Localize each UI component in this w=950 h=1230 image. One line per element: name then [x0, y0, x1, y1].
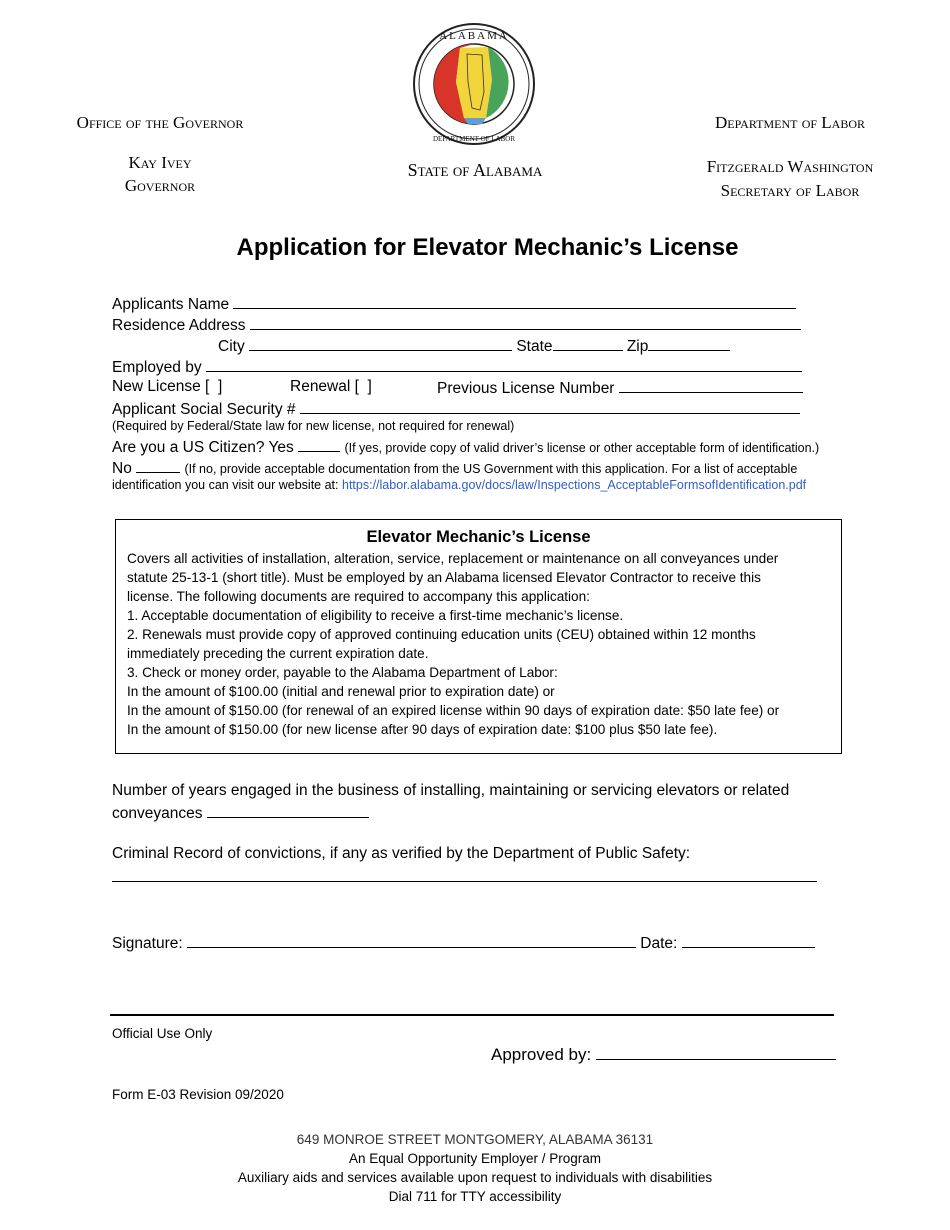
city-row — [218, 336, 730, 356]
no-note: (If no, provide acceptable documentation from the US Government with this application. For a list of acceptable — [184, 462, 798, 476]
svg-text:ALABAMA: ALABAMA — [439, 30, 509, 42]
previous-license-row — [437, 378, 803, 398]
ssn-field[interactable] — [300, 399, 800, 414]
box-line: license. The following documents are required to accompany this application: — [127, 589, 590, 604]
state-label: State — [516, 338, 553, 355]
license-info-box — [115, 519, 842, 754]
footer-tty: Dial 711 for TTY accessibility — [388, 1189, 562, 1204]
secretary-name: Fitzgerald Washington — [706, 157, 874, 176]
approved-row — [491, 1045, 836, 1065]
official-divider — [110, 1014, 834, 1016]
no-label: No — [112, 460, 132, 477]
identification-note: identification you can visit our website at: — [112, 478, 339, 492]
box-line: In the amount of $150.00 (for new license after 90 days of expiration date: $100 plus $50 late fee). — [127, 722, 718, 737]
citizen-label: Are you a US Citizen? Yes — [112, 439, 294, 456]
years-question: Number of years engaged in the business of installing, maintaining or servicing elevators or related — [112, 782, 790, 799]
footer-address: 649 MONROE STREET MONTGOMERY, ALABAMA 36131 — [296, 1132, 654, 1147]
applicant-name-field[interactable] — [233, 294, 796, 309]
department-of-labor: Department of Labor — [714, 113, 866, 132]
citizen-no-field[interactable] — [136, 458, 180, 473]
signature-row — [112, 933, 815, 953]
city-label: City — [218, 338, 245, 355]
no-row — [112, 458, 797, 478]
employed-row — [112, 357, 802, 377]
approved-label: Approved by: — [491, 1045, 592, 1064]
citizen-yes-field[interactable] — [298, 437, 340, 452]
box-line: immediately preceding the current expiration date. — [127, 646, 429, 661]
previous-license-field[interactable] — [619, 378, 803, 393]
ssn-row — [112, 399, 800, 419]
signature-label: Signature: — [112, 935, 183, 952]
box-body — [116, 547, 841, 739]
governor-title: Governor — [124, 176, 196, 195]
governor-name: Kay Ivey — [128, 153, 192, 172]
state-of-alabama: State of Alabama — [407, 160, 543, 180]
identification-row — [112, 478, 806, 492]
city-field[interactable] — [249, 336, 512, 351]
identification-link[interactable]: https://labor.alabama.gov/docs/law/Inspections_AcceptableFormsofIdentification.pdf — [342, 478, 807, 492]
box-line: In the amount of $150.00 (for renewal of an expired license within 90 days of expiration date: $50 late fee) or — [127, 703, 780, 718]
conveyances-label: conveyances — [112, 805, 203, 822]
previous-license-label: Previous License Number — [437, 380, 615, 397]
citizen-row — [112, 437, 819, 457]
new-license-checkbox[interactable]: New License [ ] — [112, 378, 223, 395]
ssn-note: (Required by Federal/State law for new license, not required for renewal) — [112, 419, 515, 433]
residence-row — [112, 315, 801, 335]
state-field[interactable] — [553, 336, 623, 351]
footer-aids: Auxiliary aids and services available upon request to individuals with disabilities — [237, 1170, 713, 1185]
alabama-department-of-labor-seal — [412, 22, 536, 146]
citizen-yes-note: (If yes, provide copy of valid driver’s license or other acceptable form of identification.) — [344, 441, 820, 455]
box-line: statute 25-13-1 (short title). Must be employed by an Alabama licensed Elevator Contractor to receive this — [127, 570, 761, 585]
applicant-name-row — [112, 294, 796, 314]
box-line: 3. Check or money order, payable to the Alabama Department of Labor: — [127, 665, 558, 680]
applicant-name-label: Applicants Name — [112, 296, 230, 313]
box-line: 2. Renewals must provide copy of approved continuing education units (CEU) obtained within 12 months — [127, 627, 756, 642]
box-line: Covers all activities of installation, alteration, service, replacement or maintenance on all conveyances under — [127, 551, 779, 566]
zip-label: Zip — [626, 338, 649, 355]
date-label: Date: — [640, 935, 678, 952]
employed-label: Employed by — [112, 359, 202, 376]
ssn-label: Applicant Social Security # — [112, 401, 296, 418]
residence-field[interactable] — [250, 315, 801, 330]
svg-text:DEPARTMENT OF LABOR: DEPARTMENT OF LABOR — [432, 135, 516, 143]
secretary-title: Secretary of Labor — [720, 181, 860, 200]
signature-field[interactable] — [187, 933, 636, 948]
date-field[interactable] — [682, 933, 815, 948]
footer-eoe: An Equal Opportunity Employer / Program — [348, 1151, 602, 1166]
years-field[interactable] — [207, 803, 369, 818]
box-title: Elevator Mechanic’s License — [366, 528, 591, 546]
residence-label: Residence Address — [112, 317, 246, 334]
approved-field[interactable] — [596, 1045, 836, 1060]
zip-field[interactable] — [648, 336, 730, 351]
criminal-record-label: Criminal Record of convictions, if any as verified by the Department of Public Safety: — [112, 845, 691, 862]
page-title: Application for Elevator Mechanic’s License — [236, 234, 739, 261]
renewal-checkbox[interactable]: Renewal [ ] — [290, 378, 372, 395]
form-revision: Form E-03 Revision 09/2020 — [112, 1087, 284, 1102]
office-of-governor: Office of the Governor — [76, 113, 244, 132]
years-row — [112, 803, 369, 823]
employed-field[interactable] — [206, 357, 802, 372]
box-line: In the amount of $100.00 (initial and renewal prior to expiration date) or — [127, 684, 555, 699]
criminal-record-field[interactable] — [112, 881, 817, 882]
official-use-only: Official Use Only — [112, 1026, 213, 1041]
box-line: 1. Acceptable documentation of eligibility to receive a first-time mechanic’s license. — [127, 608, 624, 623]
